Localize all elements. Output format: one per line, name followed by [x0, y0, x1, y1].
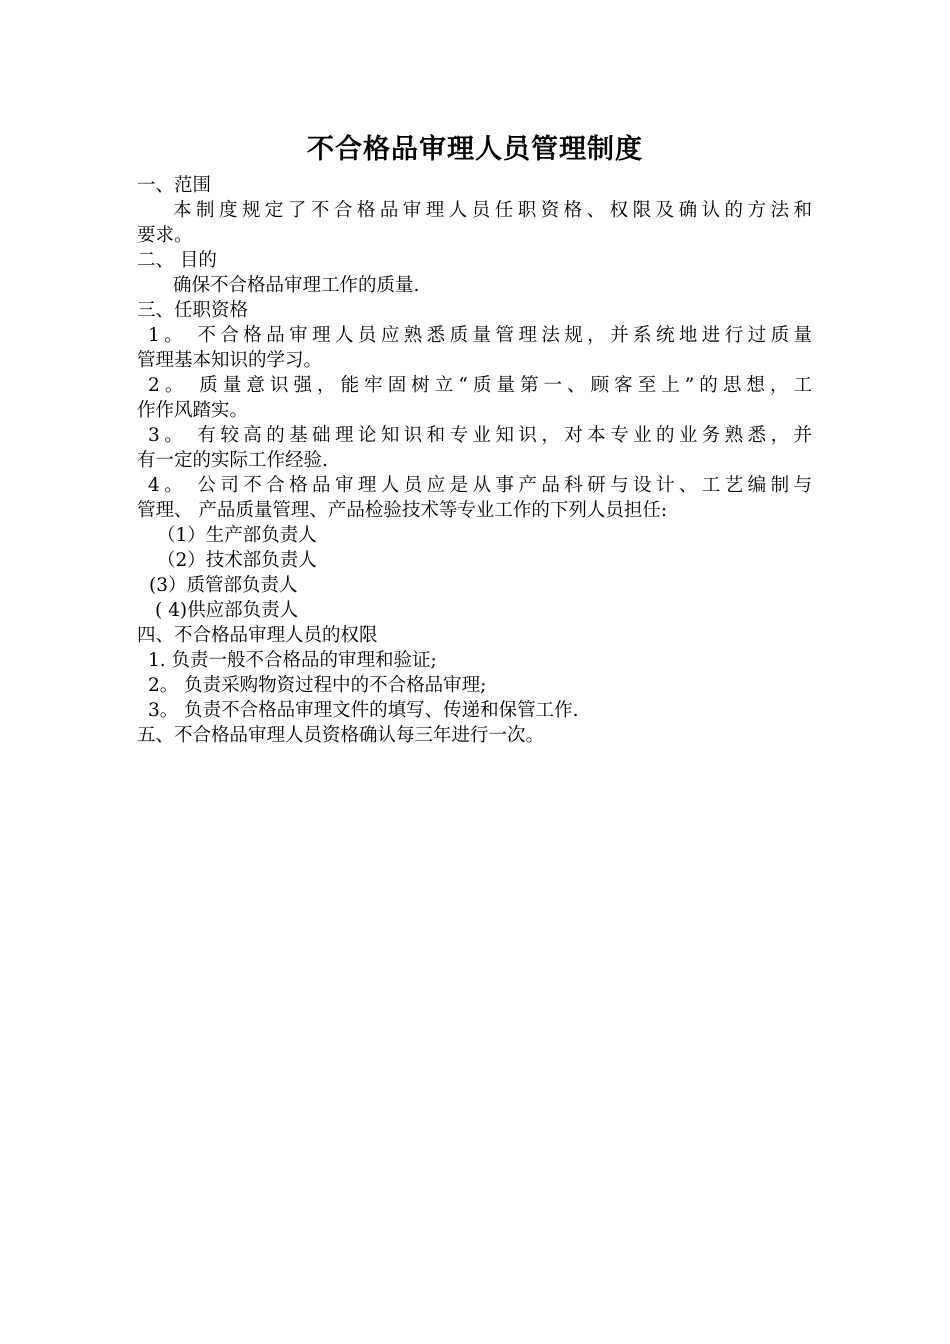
list-item-line: 4。 公司不合格品审理人员应是从事产品科研与设计、工艺编制与 — [148, 475, 812, 496]
section-heading-purpose: 二、 目的 — [137, 250, 217, 271]
section-heading-qualifications: 三、任职资格 — [137, 300, 249, 321]
paragraph-line: 要求。 — [137, 225, 193, 246]
sub-list-item: ( 4)供应部负责人 — [155, 600, 299, 621]
list-item-line: 3。 负责不合格品审理文件的填写、传递和保管工作. — [148, 700, 579, 721]
document-body — [137, 173, 812, 748]
sub-list-item: （1）生产部负责人 — [157, 525, 317, 546]
paragraph-line: 确保不合格品审理工作的质量. — [173, 275, 420, 296]
list-item-line: 2。 负责采购物资过程中的不合格品审理; — [148, 675, 487, 696]
paragraph-line: 本制度规定了不合格品审理人员任职资格、权限及确认的方法和 — [173, 200, 812, 221]
section-heading-scope: 一、范围 — [137, 175, 212, 196]
sub-list-item: (3）质管部负责人 — [149, 575, 298, 596]
list-item-line: 作作风踏实。 — [137, 400, 249, 421]
list-item-line: 2。 质量意识强，能牢固树立“质量第一、顾客至上”的思想，工 — [148, 375, 812, 396]
list-item-line: 1。 不合格品审理人员应熟悉质量管理法规，并系统地进行过质量 — [148, 325, 812, 346]
sub-list-item: （2）技术部负责人 — [157, 550, 317, 571]
section-heading-confirmation: 五、不合格品审理人员资格确认每三年进行一次。 — [137, 725, 545, 746]
list-item-line: 有一定的实际工作经验. — [137, 450, 328, 471]
list-item-line: 管理基本知识的学习。 — [137, 350, 323, 371]
list-item-line: 管理、 产品质量管理、产品检验技术等专业工作的下列人员担任: — [137, 500, 668, 521]
list-item-line: 1. 负责一般不合格品的审理和验证; — [148, 650, 437, 671]
list-item-line: 3。 有较高的基础理论知识和专业知识，对本专业的业务熟悉，并 — [148, 425, 812, 446]
document-title: 不合格品审理人员管理制度 — [307, 134, 643, 165]
section-heading-authority: 四、不合格品审理人员的权限 — [137, 625, 378, 646]
